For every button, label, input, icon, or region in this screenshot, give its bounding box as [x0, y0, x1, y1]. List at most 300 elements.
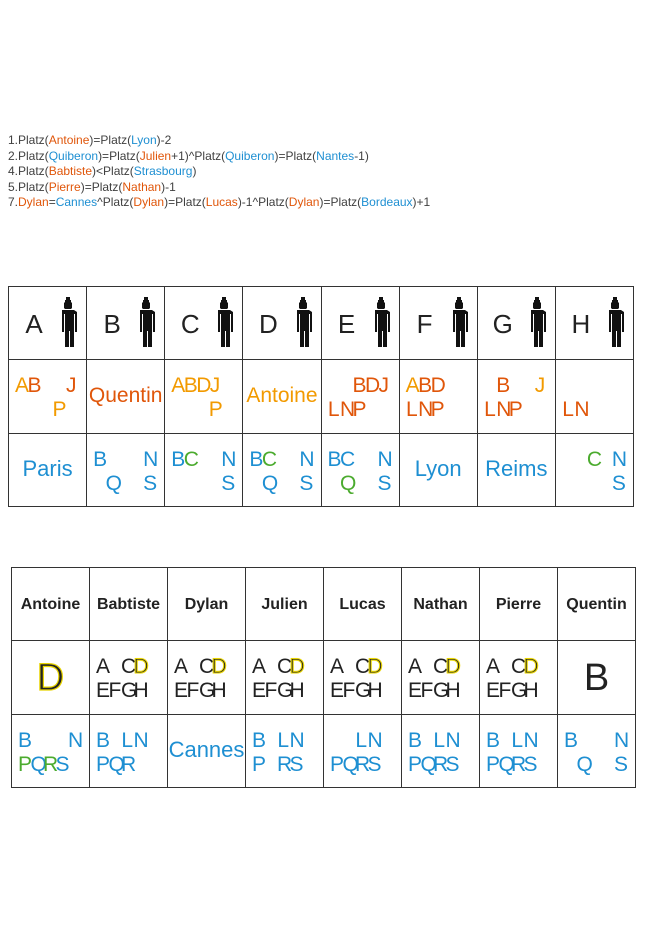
candidate-line [330, 729, 399, 753]
place-cell [90, 641, 168, 715]
position-letter: F [416, 309, 433, 339]
candidate-letter: H [445, 679, 461, 702]
name-city-cell [558, 715, 636, 788]
candidate-line [328, 472, 397, 496]
place-cell [12, 641, 90, 715]
rule-segment: )-2 [156, 133, 172, 147]
candidate-letters [330, 655, 399, 703]
candidate-letter: Q [261, 472, 279, 495]
candidate-letter [184, 472, 197, 496]
rule-segment: Cannes [55, 195, 98, 209]
candidate-letter: P [430, 398, 445, 421]
candidate-letters [171, 448, 240, 496]
rule-segment: 4.Platz( [8, 164, 49, 178]
name-header [402, 568, 480, 641]
person-silhouette-icon [369, 297, 393, 349]
candidate-letter: H [367, 679, 383, 702]
candidate-line [330, 679, 399, 703]
candidate-letter: S [523, 753, 538, 776]
candidate-letter: N [523, 729, 539, 752]
cell-word: Quentin [88, 384, 163, 407]
candidate-letter: B [327, 448, 342, 471]
person-silhouette-icon [212, 297, 236, 349]
candidate-letter: Q [576, 753, 593, 776]
rule-segment: )=Platz( [274, 148, 317, 163]
candidate-letter: D [445, 655, 461, 678]
candidate-letter [564, 753, 577, 777]
rule-segment: Lucas [205, 195, 238, 209]
candidate-letter [196, 398, 209, 422]
candidate-letter: A [171, 374, 186, 397]
candidate-line [96, 655, 165, 679]
candidate-letters [562, 374, 631, 422]
candidate-line [96, 729, 165, 753]
candidate-letter: H [523, 679, 539, 702]
rule-segment: Nathan [122, 179, 162, 194]
rule-segment: = [48, 195, 56, 209]
candidate-letters [330, 729, 399, 777]
candidate-letter: N [496, 398, 512, 421]
candidate-letter: H [289, 679, 305, 702]
candidate-letter: S [377, 472, 392, 495]
rule-segment: 7. [8, 195, 19, 209]
candidate-letter: B [418, 374, 433, 397]
candidate-letter [118, 472, 131, 496]
candidate-letter: Q [342, 753, 359, 776]
candidate-line [406, 374, 475, 398]
candidate-letter [562, 472, 575, 496]
rule-segment: )<Platz( [92, 164, 134, 178]
rules-list [8, 133, 430, 211]
candidate-letter [499, 655, 512, 679]
candidate-letter: A [486, 655, 501, 678]
candidate-letter: G [511, 679, 528, 702]
candidate-letters [252, 729, 321, 777]
candidate-line [562, 374, 631, 398]
candidate-letters [252, 655, 321, 703]
candidate-letter [343, 655, 356, 679]
person-silhouette-icon [56, 297, 80, 349]
candidate-letter: P [18, 753, 33, 776]
cell-word: Lyon [414, 456, 462, 481]
person-cell [399, 360, 477, 434]
candidate-letter [109, 655, 122, 679]
person-silhouette-icon [447, 297, 471, 349]
candidate-line [328, 374, 397, 398]
candidate-letter: H [211, 679, 227, 702]
rule-segment: )=Platz( [89, 133, 132, 147]
candidate-letter: B [96, 729, 111, 752]
candidate-letter [106, 448, 119, 472]
candidate-line [328, 398, 397, 422]
candidate-letter: Q [105, 472, 122, 495]
candidate-letters [328, 374, 397, 422]
candidate-letter [131, 448, 144, 472]
candidate-line [562, 448, 631, 472]
person-cell [555, 360, 633, 434]
candidate-letter [28, 398, 41, 422]
position-header [321, 287, 399, 360]
city-cell [243, 434, 321, 507]
candidate-letters [249, 448, 318, 496]
candidate-line [171, 374, 240, 398]
candidate-letter: F [420, 679, 434, 702]
candidate-line [486, 679, 555, 703]
name-city-cell [168, 715, 246, 788]
candidate-line [96, 679, 165, 703]
candidate-letter: N [340, 398, 356, 421]
candidate-line [408, 655, 477, 679]
candidate-letter: L [355, 729, 368, 752]
candidate-letters [93, 448, 162, 496]
candidate-letter [43, 729, 56, 753]
candidate-letter: B [171, 448, 186, 471]
person-cell [165, 360, 243, 434]
candidate-letter [109, 729, 122, 753]
candidate-letter: D [367, 655, 383, 678]
candidate-line [96, 753, 165, 777]
candidate-line [408, 679, 477, 703]
candidate-letter: A [96, 655, 111, 678]
person-cell [9, 360, 87, 434]
candidate-line [484, 398, 553, 422]
candidate-line [93, 448, 162, 472]
place-cell [558, 641, 636, 715]
candidate-line [252, 729, 321, 753]
candidate-letter: E [96, 679, 111, 702]
name-header [246, 568, 324, 641]
name-header [168, 568, 246, 641]
candidate-letter: Q [340, 472, 357, 495]
candidate-letter: L [562, 398, 574, 421]
candidate-letter: G [277, 679, 294, 702]
city-cell [165, 434, 243, 507]
position-letter: A [25, 309, 43, 339]
name-grid [11, 567, 636, 788]
candidate-line [249, 448, 318, 472]
rule-segment: )=Platz( [80, 179, 123, 194]
candidate-line [330, 753, 399, 777]
person-silhouette-icon [134, 297, 158, 349]
city-cell [399, 434, 477, 507]
person-silhouette-icon [291, 297, 315, 349]
assigned-position: D [36, 657, 65, 699]
candidate-letter [118, 448, 131, 472]
candidate-letter [171, 398, 184, 422]
candidate-letter: A [252, 655, 267, 678]
candidate-letter [287, 472, 300, 496]
candidate-letters [328, 448, 397, 496]
candidate-letter: B [249, 448, 264, 471]
candidate-line [15, 374, 84, 398]
rule-segment: ) [192, 164, 197, 178]
candidate-line [249, 472, 318, 496]
candidate-letter: N [611, 448, 628, 471]
rule-segment: )-1^Platz( [237, 195, 289, 209]
position-header [87, 287, 165, 360]
candidate-letter: G [433, 679, 450, 702]
candidate-letter: E [252, 679, 267, 702]
city-cell [9, 434, 87, 507]
candidate-letter: L [327, 398, 340, 421]
candidate-letter [599, 448, 612, 472]
candidate-letter: R [277, 753, 293, 776]
candidate-letters [408, 655, 477, 703]
candidate-line [562, 398, 631, 422]
name-header [480, 568, 558, 641]
position-header [399, 287, 477, 360]
candidate-letter: D [430, 374, 446, 397]
person-name: Lucas [339, 596, 386, 613]
candidate-letter: Q [108, 753, 125, 776]
candidate-letter: Q [30, 753, 47, 776]
candidate-letter: S [445, 753, 460, 776]
candidate-letter [196, 448, 209, 472]
candidate-letter: P [252, 753, 267, 776]
candidate-letter: H [133, 679, 149, 702]
rule-segment: Dylan [288, 195, 320, 209]
candidate-letter: B [408, 729, 423, 752]
rule-segment: 2.Platz( [8, 148, 49, 163]
candidate-letter: F [264, 679, 278, 702]
candidate-line [252, 655, 321, 679]
candidate-letter: D [133, 655, 149, 678]
candidate-letter [328, 472, 341, 496]
candidate-letter: A [330, 655, 345, 678]
person-cell [87, 360, 165, 434]
name-header [90, 568, 168, 641]
rule-segment: +1)^Platz( [171, 148, 226, 163]
candidate-line [174, 679, 243, 703]
person-name: Pierre [495, 596, 542, 613]
candidate-letter: F [108, 679, 122, 702]
candidate-line [564, 753, 633, 777]
name-city-cell [90, 715, 168, 788]
city-cell [477, 434, 555, 507]
candidate-letter: A [405, 374, 420, 397]
candidate-line [171, 448, 240, 472]
name-city-cell [246, 715, 324, 788]
candidate-letter: C [586, 448, 603, 471]
candidate-letter: C [511, 655, 527, 678]
candidate-letter: N [445, 729, 461, 752]
candidate-letter: A [174, 655, 189, 678]
candidate-letter: D [211, 655, 227, 678]
candidate-letters [18, 729, 87, 777]
position-letter: E [337, 309, 356, 339]
candidate-letter: S [299, 472, 314, 495]
candidate-letter [15, 398, 28, 422]
candidate-letter [499, 729, 512, 753]
name-city-cell [12, 715, 90, 788]
candidate-letter [421, 655, 434, 679]
person-silhouette-icon [525, 297, 549, 349]
place-cell [246, 641, 324, 715]
candidate-letter [40, 398, 53, 422]
candidate-letter [40, 374, 53, 398]
cell-word: Cannes [168, 737, 245, 762]
candidate-letter: L [511, 729, 524, 752]
rule-segment: )=Platz( [164, 195, 206, 209]
candidate-letter: P [330, 753, 345, 776]
candidate-letters [486, 655, 555, 703]
candidate-letter [562, 374, 575, 398]
rule-segment: Bordeaux [361, 195, 413, 209]
candidate-letter [53, 374, 66, 398]
cell-word: Reims [485, 456, 548, 481]
candidate-line [252, 679, 321, 703]
cell-word: Antoine [246, 384, 318, 407]
candidate-letter: E [174, 679, 189, 702]
candidate-line [486, 753, 555, 777]
candidate-letter [353, 472, 366, 496]
candidate-letter: P [52, 398, 67, 421]
candidate-letter [599, 472, 612, 496]
rule-segment: Strasbourg [133, 164, 193, 178]
candidate-letter: C [355, 655, 371, 678]
candidate-letter [287, 448, 300, 472]
candidate-letter: S [143, 472, 158, 495]
position-header [165, 287, 243, 360]
rule-line [8, 149, 430, 165]
candidate-letters [406, 374, 475, 422]
candidate-letter: P [408, 753, 423, 776]
rule-segment: -1) [354, 148, 369, 163]
candidate-letter [602, 729, 615, 753]
position-grid [8, 286, 634, 507]
position-header [9, 287, 87, 360]
candidate-letter: C [277, 655, 293, 678]
place-cell [402, 641, 480, 715]
candidate-letter: E [486, 679, 501, 702]
candidate-letter [484, 374, 497, 398]
name-header [324, 568, 402, 641]
candidate-line [564, 729, 633, 753]
candidate-letter [577, 729, 590, 753]
name-city-cell [480, 715, 558, 788]
position-letter: H [571, 309, 591, 339]
assigned-position: B [583, 657, 610, 699]
candidate-letter [265, 655, 278, 679]
candidate-letter: L [277, 729, 290, 752]
candidate-letter: N [574, 398, 590, 421]
rule-segment: Dylan [18, 195, 49, 209]
candidate-letter: S [611, 472, 626, 495]
rule-segment: Dylan [133, 195, 165, 209]
candidate-letter: P [352, 398, 367, 421]
candidate-letters [484, 374, 553, 422]
candidate-letter: N [221, 448, 237, 471]
candidate-letter: S [367, 753, 382, 776]
candidate-letter [330, 729, 343, 753]
candidate-letter [93, 472, 106, 496]
city-cell [321, 434, 399, 507]
candidate-line [252, 753, 321, 777]
position-header [477, 287, 555, 360]
candidate-letter: S [55, 753, 70, 776]
candidate-letter: B [183, 374, 198, 397]
candidate-line [18, 753, 87, 777]
rule-segment: Babtiste [48, 164, 93, 178]
candidate-letter: Q [420, 753, 437, 776]
rule-segment: Quiberon [225, 148, 275, 163]
person-name: Quentin [566, 596, 627, 613]
candidate-letter [365, 448, 378, 472]
position-letter: C [180, 309, 200, 339]
candidate-letter: N [299, 448, 315, 471]
candidate-letter [343, 729, 356, 753]
candidate-letter: D [523, 655, 539, 678]
candidate-letter [131, 472, 144, 496]
candidate-letter: A [15, 374, 30, 397]
candidate-letter: L [433, 729, 446, 752]
position-letter: B [103, 309, 121, 339]
candidate-letter: P [508, 398, 523, 421]
candidate-letter: G [199, 679, 216, 702]
person-name: Babtiste [96, 596, 161, 613]
candidate-letter: L [484, 398, 496, 421]
candidate-letter [328, 374, 341, 398]
candidate-letter: S [221, 472, 236, 495]
candidate-letter: N [289, 729, 305, 752]
rule-segment: )-1 [161, 179, 176, 194]
rule-segment: Julien [139, 148, 172, 163]
rule-segment: 5.Platz( [8, 179, 49, 194]
candidate-letter [340, 374, 353, 398]
candidate-letter: C [199, 655, 215, 678]
candidate-letter [602, 753, 615, 777]
candidate-letter [589, 753, 602, 777]
candidate-letters [96, 655, 165, 703]
candidate-line [408, 753, 477, 777]
candidate-letter [265, 753, 278, 777]
candidate-letter: E [330, 679, 345, 702]
candidate-letter: B [27, 374, 42, 397]
candidate-letter: A [408, 655, 423, 678]
rule-line [8, 180, 430, 196]
person-cell [243, 360, 321, 434]
candidate-letter: P [486, 753, 501, 776]
candidate-letter [249, 472, 262, 496]
rule-segment: Antoine [48, 133, 90, 147]
candidate-letter [184, 398, 197, 422]
candidate-letter: R [43, 753, 59, 776]
candidate-line [328, 448, 397, 472]
candidate-line [406, 398, 475, 422]
rule-line [8, 195, 430, 211]
name-city-cell [324, 715, 402, 788]
candidate-letter: J [534, 374, 546, 397]
candidate-letter: R [433, 753, 449, 776]
candidate-letter: D [196, 374, 212, 397]
candidate-letter [574, 448, 587, 472]
candidate-letter [421, 729, 434, 753]
candidate-letter [265, 729, 278, 753]
position-header [555, 287, 633, 360]
position-letter: D [258, 309, 278, 339]
candidate-letter: F [186, 679, 200, 702]
candidate-letter: B [352, 374, 367, 397]
person-silhouette-icon [603, 297, 627, 349]
candidate-letters [96, 729, 165, 777]
candidate-letter [171, 472, 184, 496]
candidate-letter: B [486, 729, 501, 752]
rule-segment: )+1 [412, 195, 431, 209]
candidate-letter: E [408, 679, 423, 702]
candidate-letter: C [261, 448, 278, 471]
candidate-letters [486, 729, 555, 777]
candidate-letter: C [340, 448, 356, 471]
